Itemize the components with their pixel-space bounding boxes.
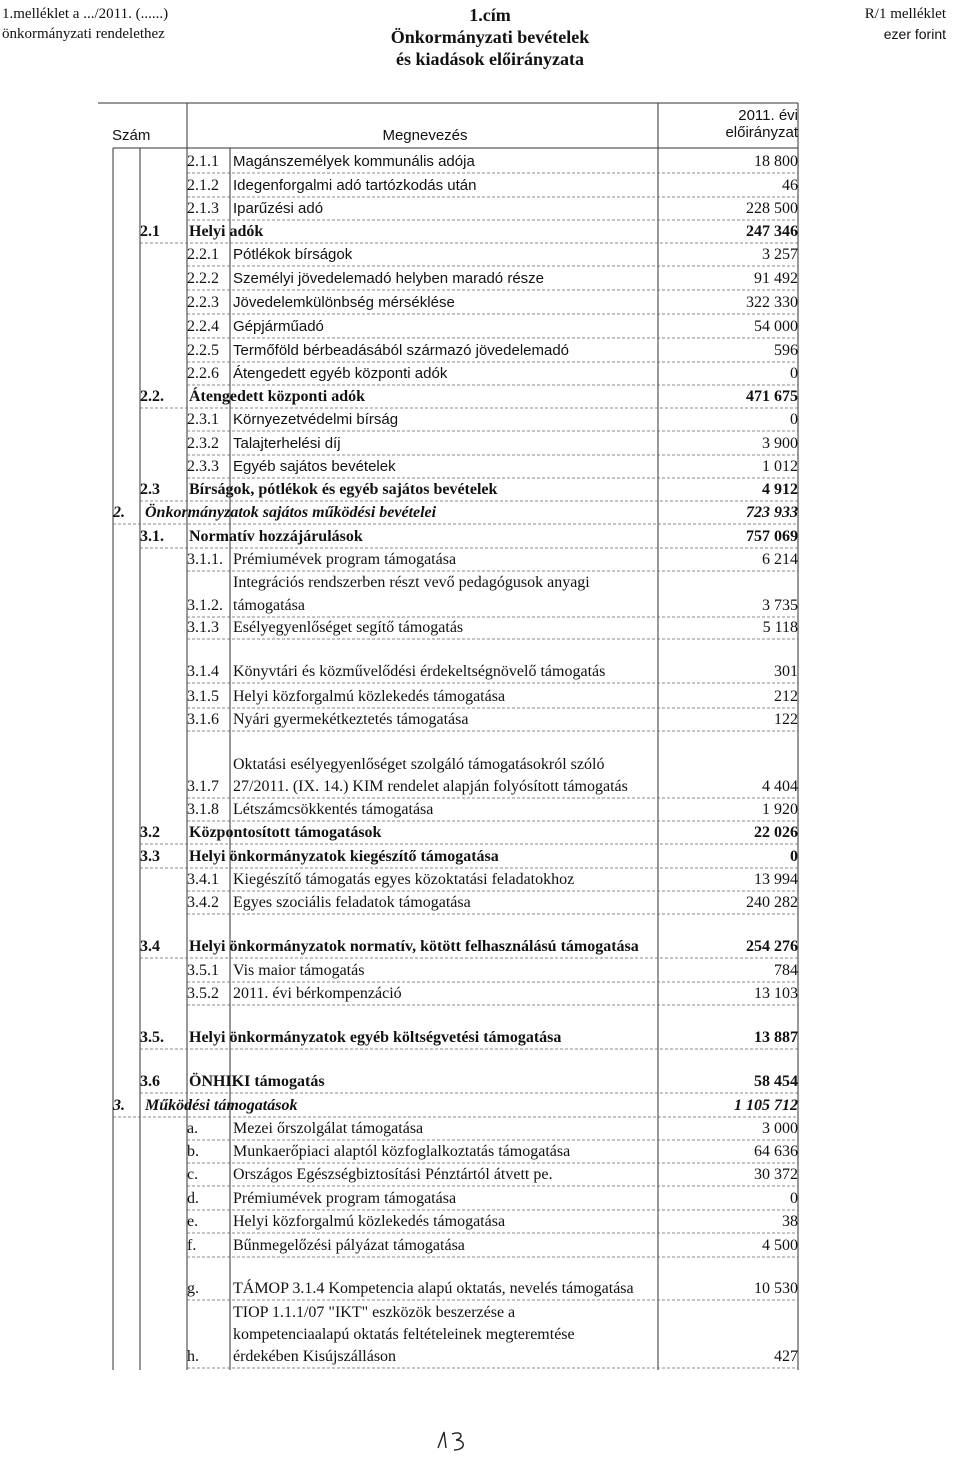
row-code: 3.4.1 <box>187 871 219 888</box>
row-name: Helyi adók <box>189 223 264 240</box>
row-name: Iparűzési adó <box>233 200 324 217</box>
row-code: 2.1.3 <box>187 200 219 217</box>
row-value: 784 <box>774 962 798 979</box>
row-value: 64 636 <box>754 1143 798 1160</box>
row-name: Jövedelemkülönbség mérséklése <box>233 294 455 311</box>
row-value: 10 530 <box>754 1280 798 1297</box>
row-name: 27/2011. (IX. 14.) KIM rendelet alapján folyósított támogatás <box>233 778 628 795</box>
title-line-3: és kiadások előirányzata <box>395 49 584 69</box>
row-value: 1 920 <box>762 801 798 818</box>
row-value: 4 912 <box>762 481 798 498</box>
row-name: Prémiumévek program támogatása <box>233 551 457 568</box>
row-code: 2.2.6 <box>187 365 219 382</box>
row-code: f. <box>187 1237 197 1254</box>
row-name: Önkormányzatok sajátos működési bevételei <box>145 504 437 521</box>
row-code: 2. <box>113 504 125 521</box>
row-value: 723 933 <box>746 504 798 521</box>
row-name: Oktatási esélyegyenlőséget szolgáló támogatásokról szóló <box>233 756 605 773</box>
row-code: 3.1.7 <box>187 778 219 795</box>
row-name: érdekében Kisújszálláson <box>233 1348 397 1365</box>
row-code: 3.3 <box>140 848 160 865</box>
row-name: Központosított támogatások <box>189 824 382 841</box>
row-name: TIOP 1.1.1/07 "IKT" eszközök beszerzése a <box>233 1304 516 1321</box>
row-code: 2.2.4 <box>187 318 219 335</box>
row-code: 2.1 <box>140 223 160 240</box>
row-value: 91 492 <box>754 270 798 287</box>
row-code: 2.2.2 <box>187 270 219 287</box>
row-value: 757 069 <box>746 528 798 545</box>
row-code: 2.3.3 <box>187 458 219 475</box>
row-name: Helyi önkormányzatok normatív, kötött felhasználású támogatása <box>189 938 639 955</box>
row-name: Pótlékok bírságok <box>233 246 353 263</box>
row-value: 1 012 <box>762 458 798 475</box>
row-value: 3 735 <box>762 597 798 614</box>
row-name: Működési támogatások <box>145 1097 298 1114</box>
row-value: 0 <box>790 365 798 382</box>
row-code: c. <box>187 1166 199 1183</box>
row-name: Talajterhelési díj <box>233 435 341 452</box>
row-code: h. <box>187 1348 199 1365</box>
row-value: 22 026 <box>754 824 798 841</box>
unit-label: ezer forint <box>883 26 946 42</box>
row-code: 3.5.2 <box>187 985 219 1002</box>
row-value: 1 105 712 <box>734 1097 798 1114</box>
row-value: 427 <box>774 1348 798 1365</box>
row-value: 13 994 <box>754 871 798 888</box>
row-value: 3 257 <box>762 246 798 263</box>
row-code: 3.1.3 <box>187 619 219 636</box>
row-name: Integrációs rendszerben részt vevő pedagógusok anyagi <box>233 574 590 591</box>
row-code: 2.2. <box>140 388 164 405</box>
row-value: 46 <box>782 177 798 194</box>
row-value: 6 214 <box>762 551 798 568</box>
row-code: 3.5.1 <box>187 962 219 979</box>
row-code: 3.6 <box>140 1073 160 1090</box>
row-value: 471 675 <box>746 388 798 405</box>
row-name: Könyvtári és közművelődési érdekeltségnövelő támogatás <box>233 663 606 680</box>
column-header-year <box>660 107 798 141</box>
row-value: 13 887 <box>754 1029 798 1046</box>
row-value: 122 <box>774 711 798 728</box>
row-value: 247 346 <box>746 223 798 240</box>
row-code: 2.3 <box>140 481 160 498</box>
row-code: 2.1.1 <box>187 153 219 170</box>
row-value: 54 000 <box>754 318 798 335</box>
column-header-megnevezes: Megnevezés <box>382 127 468 144</box>
row-name: Kiegészítő támogatás egyes közoktatási feladatokhoz <box>233 871 575 888</box>
row-code: 2.3.2 <box>187 435 219 452</box>
row-name: Idegenforgalmi adó tartózkodás után <box>233 177 477 194</box>
row-code: 3.4.2 <box>187 894 219 911</box>
row-value: 0 <box>790 411 798 428</box>
row-name: Bírságok, pótlékok és egyéb sajátos bevételek <box>189 481 498 498</box>
row-name: Termőföld bérbeadásából származó jövedelemadó <box>233 342 570 359</box>
column-header-szam: Szám <box>112 127 151 144</box>
row-value: 240 282 <box>746 894 798 911</box>
row-name: Vis maior támogatás <box>233 962 365 979</box>
attachment-ref: 1.melléklet a .../2011. (......) <box>2 6 169 22</box>
row-value: 4 404 <box>762 778 798 795</box>
row-name: Prémiumévek program támogatása <box>233 1190 457 1207</box>
row-code: 2.2.3 <box>187 294 219 311</box>
title-line-2: Önkormányzati bevételek <box>390 27 590 47</box>
row-value: 228 500 <box>746 200 798 217</box>
row-name: Létszámcsökkentés támogatása <box>233 801 434 818</box>
title-line-1: 1.cím <box>469 5 511 25</box>
row-code: 3.1. <box>140 528 164 545</box>
regulation-ref: önkormányzati rendelethez <box>2 26 165 42</box>
row-value: 58 454 <box>754 1073 798 1090</box>
row-value: 596 <box>774 342 798 359</box>
row-code: g. <box>187 1280 199 1297</box>
row-code: 2.2.5 <box>187 342 219 359</box>
row-name: támogatása <box>233 597 305 614</box>
row-code: 2.1.2 <box>187 177 219 194</box>
row-name: Helyi önkormányzatok kiegészítő támogatása <box>189 848 499 865</box>
row-name: Átengedett egyéb központi adók <box>233 365 448 382</box>
row-code: e. <box>187 1213 199 1230</box>
row-name: Környezetvédelmi bírság <box>233 411 399 428</box>
row-value: 0 <box>790 1190 798 1207</box>
row-name: Mezei őrszolgálat támogatása <box>233 1120 424 1137</box>
attachment-code: R/1 melléklet <box>864 6 946 22</box>
row-value: 301 <box>774 663 798 680</box>
row-name: Nyári gyermekétkeztetés támogatása <box>233 711 469 728</box>
row-name: Esélyegyenlőséget segítő támogatás <box>233 619 464 636</box>
row-name: ÖNHIKI támogatás <box>189 1073 325 1090</box>
row-value: 30 372 <box>754 1166 798 1183</box>
row-name: Átengedett központi adók <box>189 388 366 405</box>
row-name: Országos Egészségbiztosítási Pénztártól átvett pe. <box>233 1166 553 1183</box>
row-name: Személyi jövedelemadó helyben maradó része <box>233 270 545 287</box>
row-name: Egyéb sajátos bevételek <box>233 458 396 475</box>
row-value: 254 276 <box>746 938 798 955</box>
row-value: 3 900 <box>762 435 798 452</box>
row-value: 18 800 <box>754 153 798 170</box>
row-name: Magánszemélyek kommunális adója <box>233 153 475 170</box>
row-name: Gépjárműadó <box>233 318 324 335</box>
row-code: 3.1.2. <box>187 597 223 614</box>
row-value: 3 000 <box>762 1120 798 1137</box>
row-code: 3.1.1. <box>187 551 223 568</box>
year-line-1: 2011. évi <box>738 107 798 124</box>
row-code: 3.4 <box>140 938 160 955</box>
row-value: 0 <box>790 848 798 865</box>
row-code: 3.1.6 <box>187 711 219 728</box>
row-name: Helyi közforgalmú közlekedés támogatása <box>233 1213 506 1230</box>
row-code: 2.2.1 <box>187 246 219 263</box>
row-name: Helyi közforgalmú közlekedés támogatása <box>233 688 506 705</box>
row-code: 3.1.5 <box>187 688 219 705</box>
row-value: 38 <box>782 1213 798 1230</box>
row-code: 2.3.1 <box>187 411 219 428</box>
year-line-2: előirányzat <box>725 124 798 141</box>
row-value: 322 330 <box>746 294 798 311</box>
row-code: 3. <box>113 1097 125 1114</box>
row-code: a. <box>187 1120 199 1137</box>
row-name: TÁMOP 3.1.4 Kompetencia alapú oktatás, nevelés támogatása <box>233 1280 634 1297</box>
row-code: 3.1.4 <box>187 663 219 680</box>
row-code: 3.1.8 <box>187 801 219 818</box>
row-code: b. <box>187 1143 199 1160</box>
row-value: 13 103 <box>754 985 798 1002</box>
row-name: Munkaerőpiaci alaptól közfoglalkoztatás támogatása <box>233 1143 571 1160</box>
row-value: 5 118 <box>762 619 798 636</box>
row-code: d. <box>187 1190 199 1207</box>
row-value: 212 <box>774 688 798 705</box>
row-name: Bűnmegelőzési pályázat támogatása <box>233 1237 465 1254</box>
row-value: 4 500 <box>762 1237 798 1254</box>
row-name: 2011. évi bérkompenzáció <box>233 985 402 1002</box>
row-name: Normatív hozzájárulások <box>189 528 363 545</box>
row-name: kompetenciaalapú oktatás feltételeinek megteremtése <box>233 1326 575 1343</box>
row-code: 3.5. <box>140 1029 164 1046</box>
row-code: 3.2 <box>140 824 160 841</box>
row-name: Egyes szociális feladatok támogatása <box>233 894 471 911</box>
row-name: Helyi önkormányzatok egyéb költségvetési támogatása <box>189 1029 562 1046</box>
handwritten-page-mark <box>430 1424 490 1454</box>
